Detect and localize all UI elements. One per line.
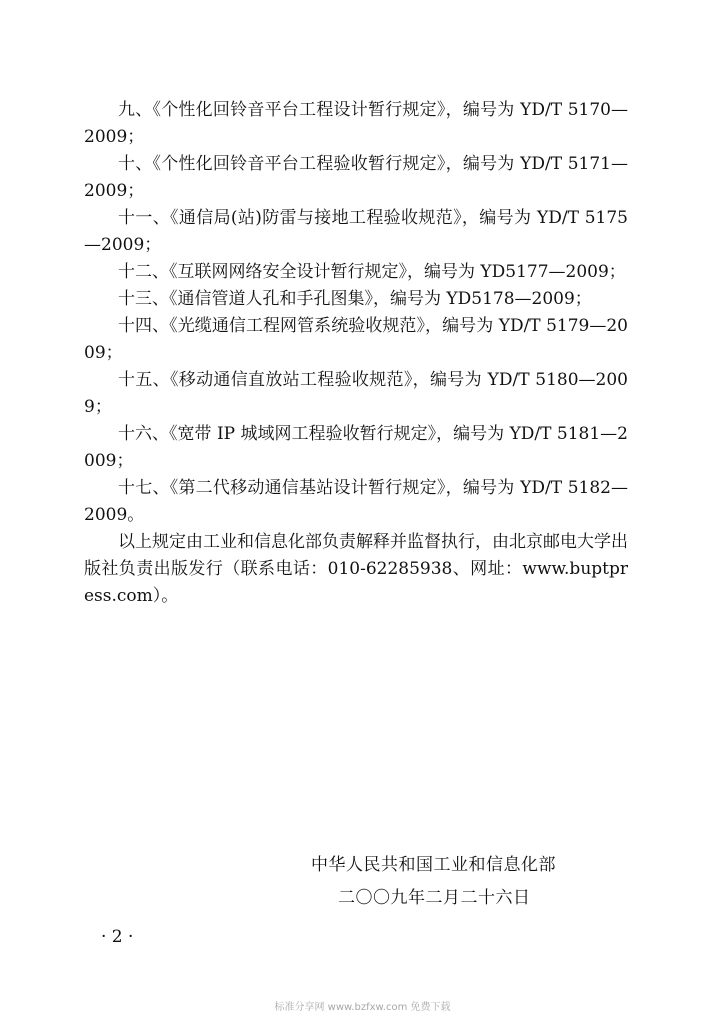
paragraph-item-17: 十七、《第二代移动通信基站设计暂行规定》，编号为 YD/T 5182—2009。 xyxy=(84,478,628,525)
page-number: · 2 · xyxy=(101,927,134,947)
paragraph-item-9: 九、《个性化回铃音平台工程设计暂行规定》，编号为 YD/T 5170—2009； xyxy=(84,100,628,147)
paragraph-item-16: 十六、《宽带 IP 城域网工程验收暂行规定》，编号为 YD/T 5181—2009； xyxy=(84,424,628,471)
issuer-signature: 中华人民共和国工业和信息化部 xyxy=(311,855,556,875)
document-body xyxy=(84,97,628,610)
watermark-text: 标准分享网 www.bzfxw.com 免费下载 xyxy=(274,1002,451,1013)
paragraph-item-13: 十三、《通信管道人孔和手孔图集》，编号为 YD5178—2009； xyxy=(118,289,592,309)
paragraph-closing-note: 以上规定由工业和信息化部负责解释并监督执行，由北京邮电大学出版社负责出版发行（联系电话：010-62285938、网址：www.buptpress.com）。 xyxy=(84,532,628,606)
paragraph-item-11: 十一、《通信局(站)防雷与接地工程验收规范》，编号为 YD/T 5175—2009； xyxy=(84,208,628,255)
paragraph-item-12: 十二、《互联网网络安全设计暂行规定》，编号为 YD5177—2009； xyxy=(118,262,626,282)
paragraph-item-14: 十四、《光缆通信工程网管系统验收规范》，编号为 YD/T 5179—2009； xyxy=(84,316,628,363)
issue-date: 二〇〇九年二月二十六日 xyxy=(338,888,531,908)
paragraph-item-10: 十、《个性化回铃音平台工程验收暂行规定》，编号为 YD/T 5171—2009； xyxy=(84,154,628,201)
paragraph-item-15: 十五、《移动通信直放站工程验收规范》，编号为 YD/T 5180—2009； xyxy=(84,370,628,417)
